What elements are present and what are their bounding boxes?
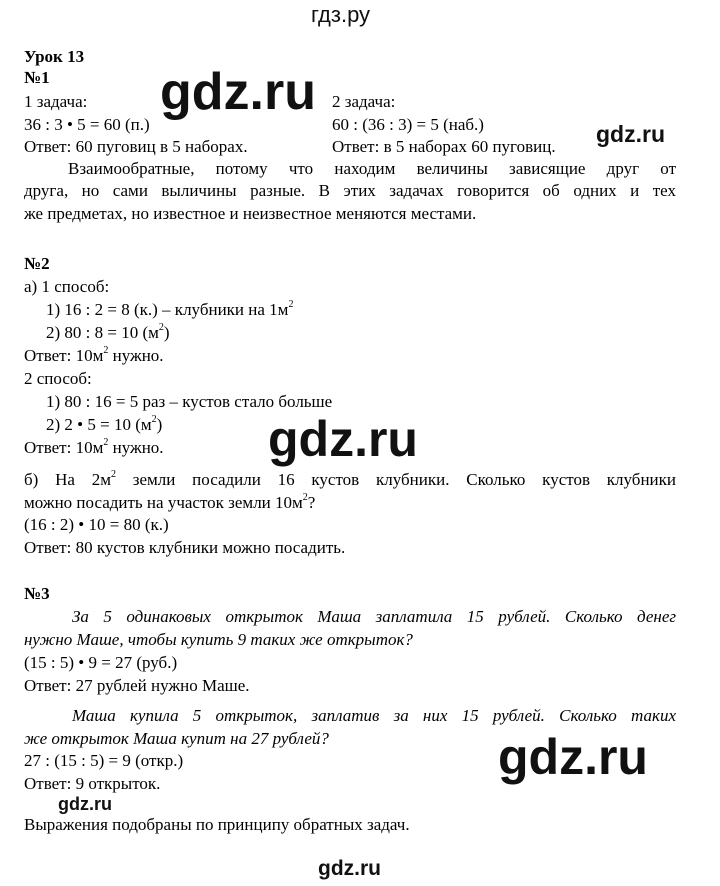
ex2-method2-step1: 1) 80 : 16 = 5 раз – кустов стало больше <box>46 392 333 411</box>
ex2-b-answer: Ответ: 80 кустов клубники можно посадить. <box>24 538 346 557</box>
ex3-conclusion: Выражения подобраны по принципу обратных задач. <box>24 815 410 834</box>
ex2-a-label: а) 1 способ: <box>24 277 110 296</box>
ex1-task2-expression: 60 : (36 : 3) = 5 (наб.) <box>332 115 484 134</box>
ex2-method1-step2: 2) 80 : 8 = 10 $(м^2)$ <box>46 322 170 342</box>
header-watermark: гдз.ру <box>311 2 371 27</box>
ex3-problem1-line: За 5 одинаковых открыток Маша заплатила 15 рублей. Сколько денег <box>72 607 676 626</box>
ex1-task1-answer: Ответ: 60 пуговиц в 5 наборах. <box>24 137 248 156</box>
watermark-large: gdz.ru <box>268 411 418 467</box>
watermark-large: gdz.ru <box>160 63 316 121</box>
ex1-paragraph-line: же предметах, но известное и неизвестное меняются местами. <box>24 204 477 223</box>
ex1-number: №1 <box>24 68 50 87</box>
ex3-problem1-line: нужно Маше, чтобы купить 9 таких же открыток? <box>24 630 413 649</box>
ex2-method2-label: 2 способ: <box>24 369 92 388</box>
watermark-small: gdz.ru <box>58 794 112 814</box>
ex2-method2-step2: 2) 2 • 5 = 10 $(м^2)$ <box>46 414 163 434</box>
ex3-number: №3 <box>24 584 50 603</box>
ex2-number: №2 <box>24 254 50 273</box>
ex2-b-question-line: б) На $2м^2$ земли посадили 16 кустов клубники. Сколько кустов клубники <box>24 469 676 489</box>
ex1-task2-label: 2 задача: <box>332 92 396 111</box>
ex1-paragraph-line: Взаимообратные, потому что находим величины зависящие друг от <box>68 159 676 178</box>
ex1-task2-answer: Ответ: в 5 наборах 60 пуговиц. <box>332 137 556 156</box>
ex3-problem2-line: же открыток Маша купит на 27 рублей? <box>24 729 329 748</box>
watermark-large: gdz.ru <box>498 729 648 785</box>
ex3-problem2-line: Маша купила 5 открыток, заплатив за них 15 рублей. Сколько таких <box>72 706 676 725</box>
ex2-b-question-line: можно посадить на участок земли $10м^2$? <box>24 492 316 512</box>
ex1-task1-label: 1 задача: <box>24 92 88 111</box>
ex2-method2-answer: Ответ: $10м^2$ нужно. <box>24 437 164 457</box>
watermark-small: gdz.ru <box>596 121 665 147</box>
ex3-problem2-answer: Ответ: 9 открыток. <box>24 774 161 793</box>
ex3-problem1-expression: (15 : 5) • 9 = 27 (руб.) <box>24 653 178 672</box>
ex1-paragraph-line: друга, но сами выличины разные. В этих задачах говорится об одних и тех <box>24 181 676 200</box>
lesson-title: Урок 13 <box>24 47 85 66</box>
ex2-b-expression: (16 : 2) • 10 = 80 (к.) <box>24 515 169 534</box>
ex2-method1-answer: Ответ: $10м^2$ нужно. <box>24 345 164 365</box>
footer-watermark: gdz.ru <box>318 857 381 880</box>
ex3-problem1-answer: Ответ: 27 рублей нужно Маше. <box>24 676 250 695</box>
ex1-task1-expression: 36 : 3 • 5 = 60 (п.) <box>24 115 150 134</box>
ex3-problem2-expression: 27 : (15 : 5) = 9 (откр.) <box>24 751 184 770</box>
ex2-method1-step1: 1) 16 : 2 = 8 (к.) – клубники на $1м^2$ <box>46 299 294 319</box>
